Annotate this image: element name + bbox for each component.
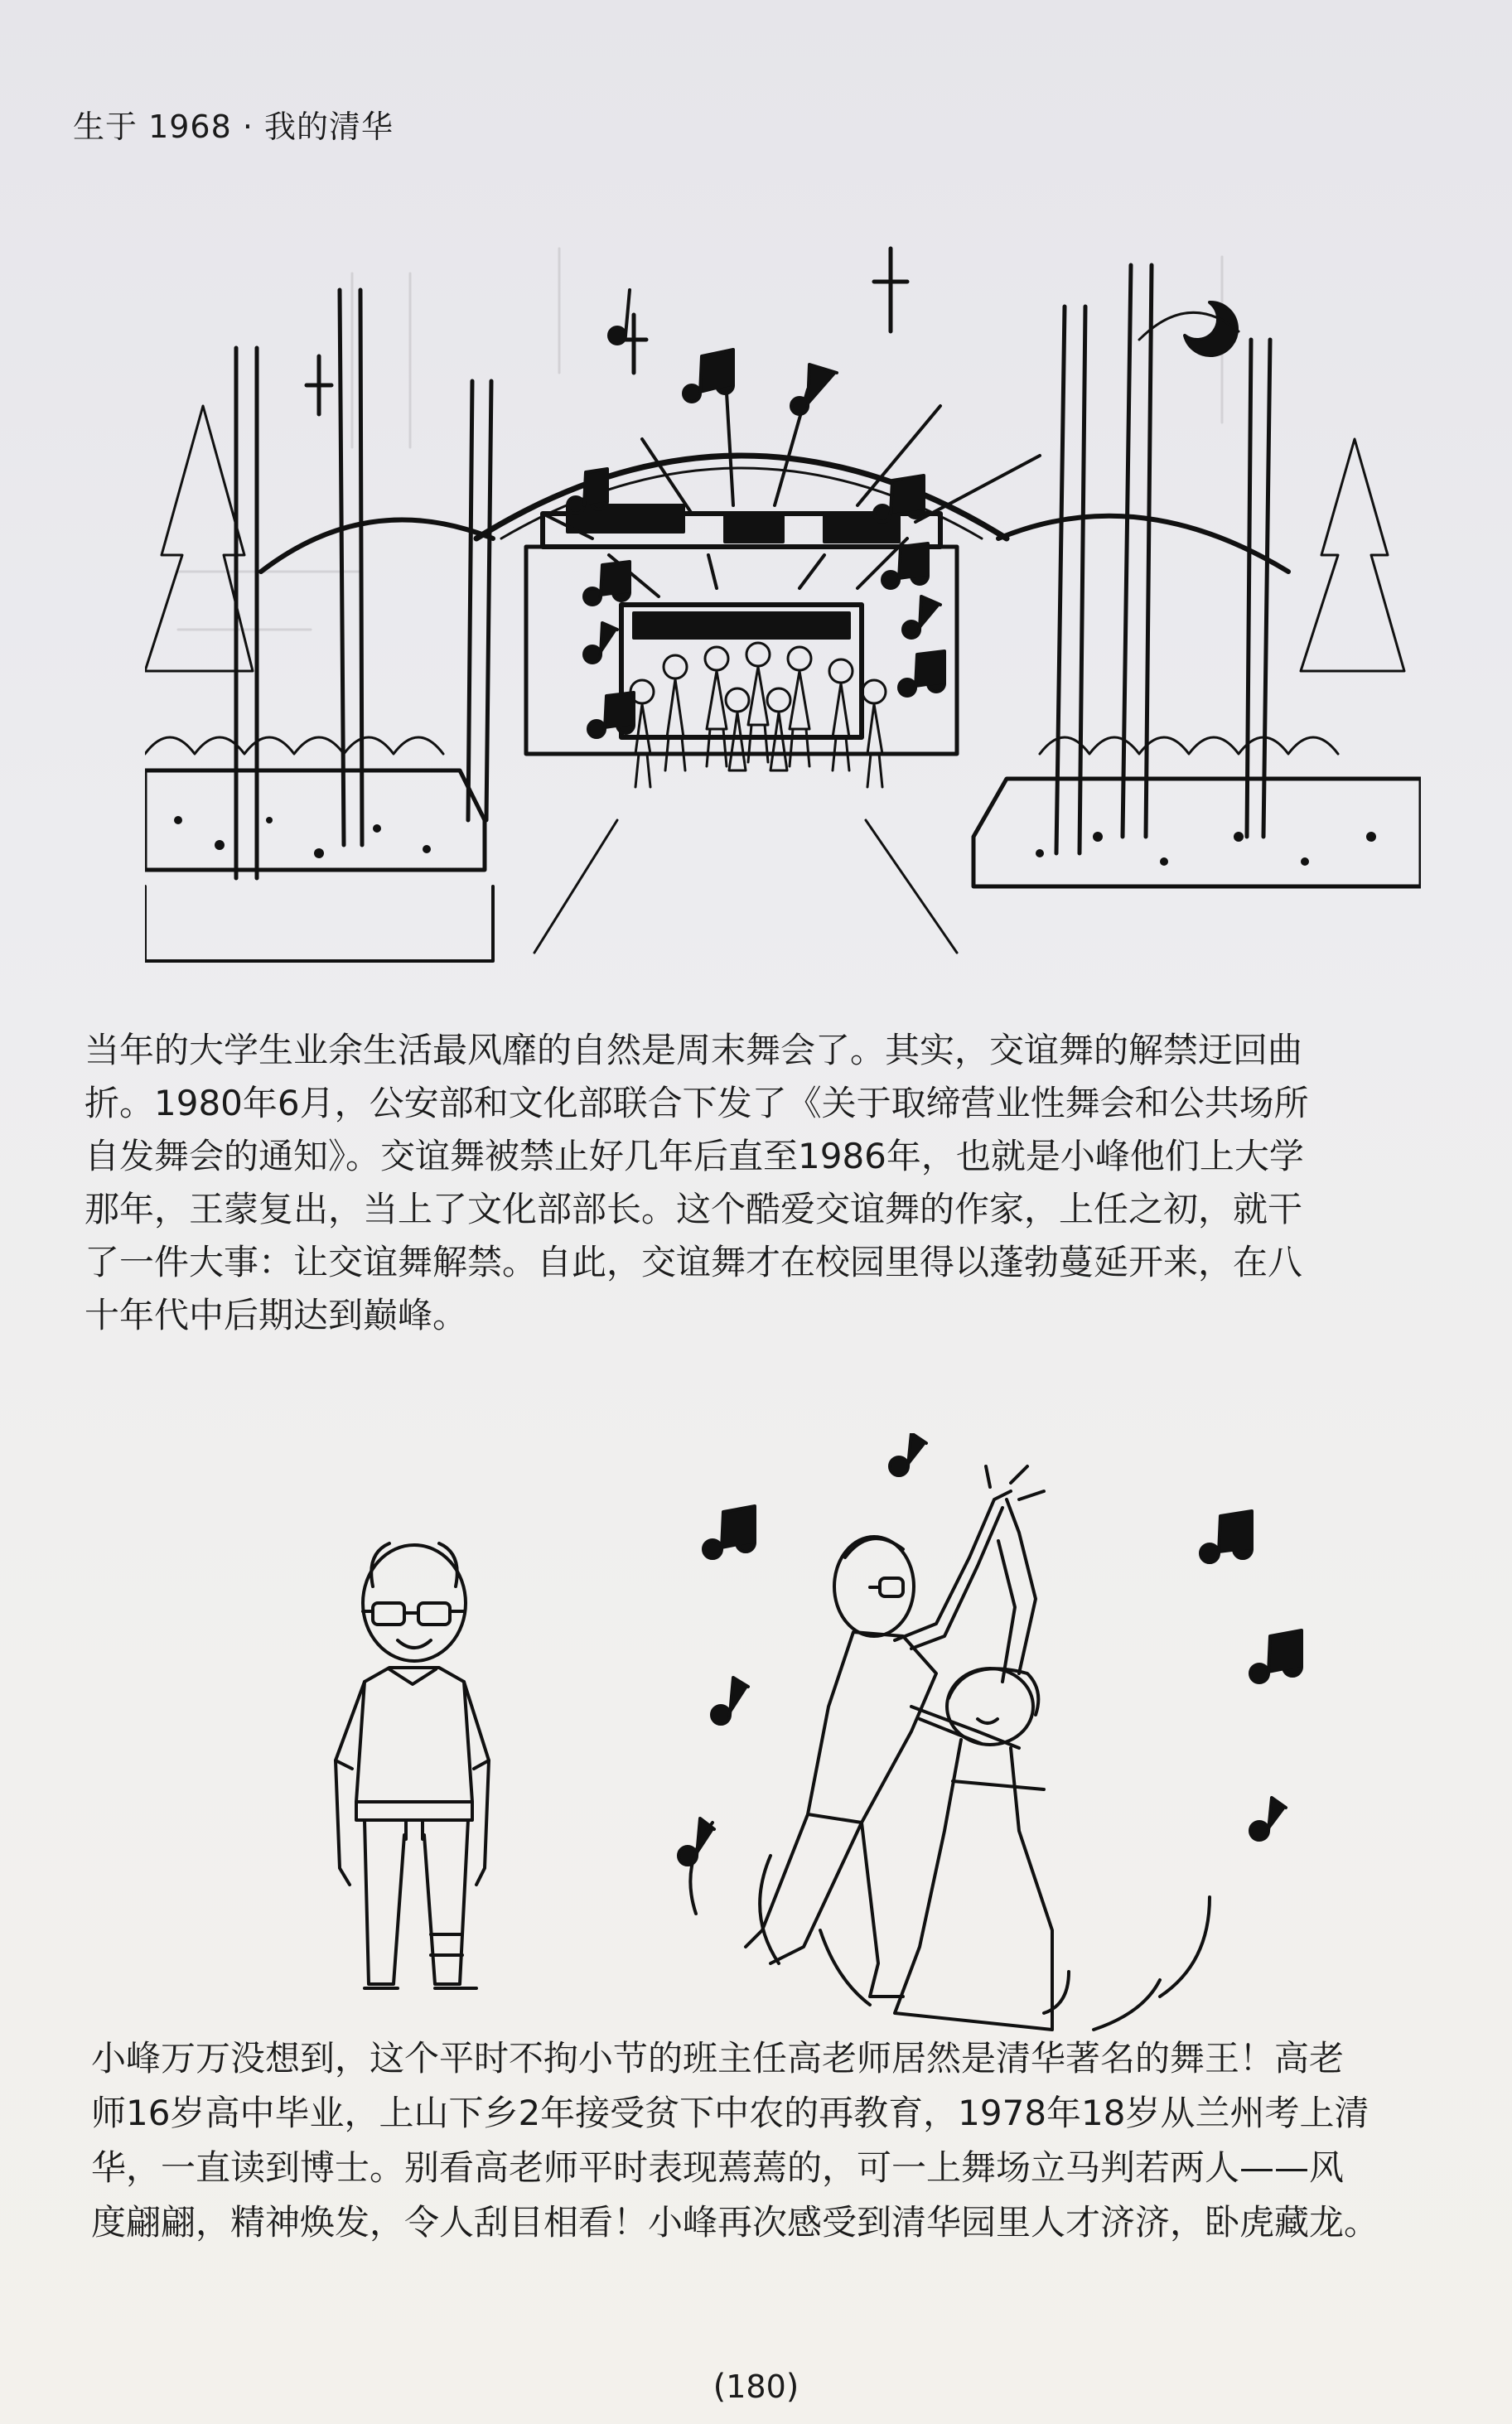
crescent-moon-icon [1139, 302, 1239, 355]
text-line: 华，一直读到博士。别看高老师平时表现蔫蔫的，可一上舞场立马判若两人——风 [91, 2147, 1345, 2188]
text-line: 了一件大事：让交谊舞解禁。自此，交谊舞才在校园里得以蓬勃蔓延开来，在八 [85, 1242, 1303, 1282]
text-line: 度翩翩，精神焕发，令人刮目相看！小峰再次感受到清华园里人才济济，卧虎藏龙。 [91, 2202, 1379, 2243]
dancing-couple-illustration [663, 1433, 1309, 2038]
paragraph-dance-king-teacher [91, 2031, 1379, 2250]
text-line: 小峰万万没想到，这个平时不拘小节的班主任高老师居然是清华著名的舞王！高老 [91, 2038, 1345, 2079]
text-line: 自发舞会的通知》。交谊舞被禁止好几年后直至1986年，也就是小峰他们上大学 [85, 1136, 1304, 1176]
xiaofeng-standing-illustration [315, 1537, 514, 2017]
text-line: 那年，王蒙复出，当上了文化部部长。这个酷爱交谊舞的作家，上任之初，就干 [85, 1189, 1303, 1229]
text-line: 十年代中后期达到巅峰。 [85, 1295, 468, 1335]
dance-hall-illustration [145, 240, 1421, 986]
paragraph-dance-ban-history [85, 1024, 1309, 1342]
text-line: 师16岁高中毕业，上山下乡2年接受贫下中农的再教育，1978年18岁从兰州考上清 [91, 2093, 1369, 2133]
text-line: 折。1980年6月，公安部和文化部联合下发了《关于取缔营业性舞会和公共场所 [85, 1083, 1309, 1123]
running-header: 生于 1968 · 我的清华 [73, 109, 394, 145]
text-line: 当年的大学生业余生活最风靡的自然是周末舞会了。其实，交谊舞的解禁迂回曲 [85, 1030, 1303, 1070]
page-number: (180) [713, 2368, 799, 2406]
